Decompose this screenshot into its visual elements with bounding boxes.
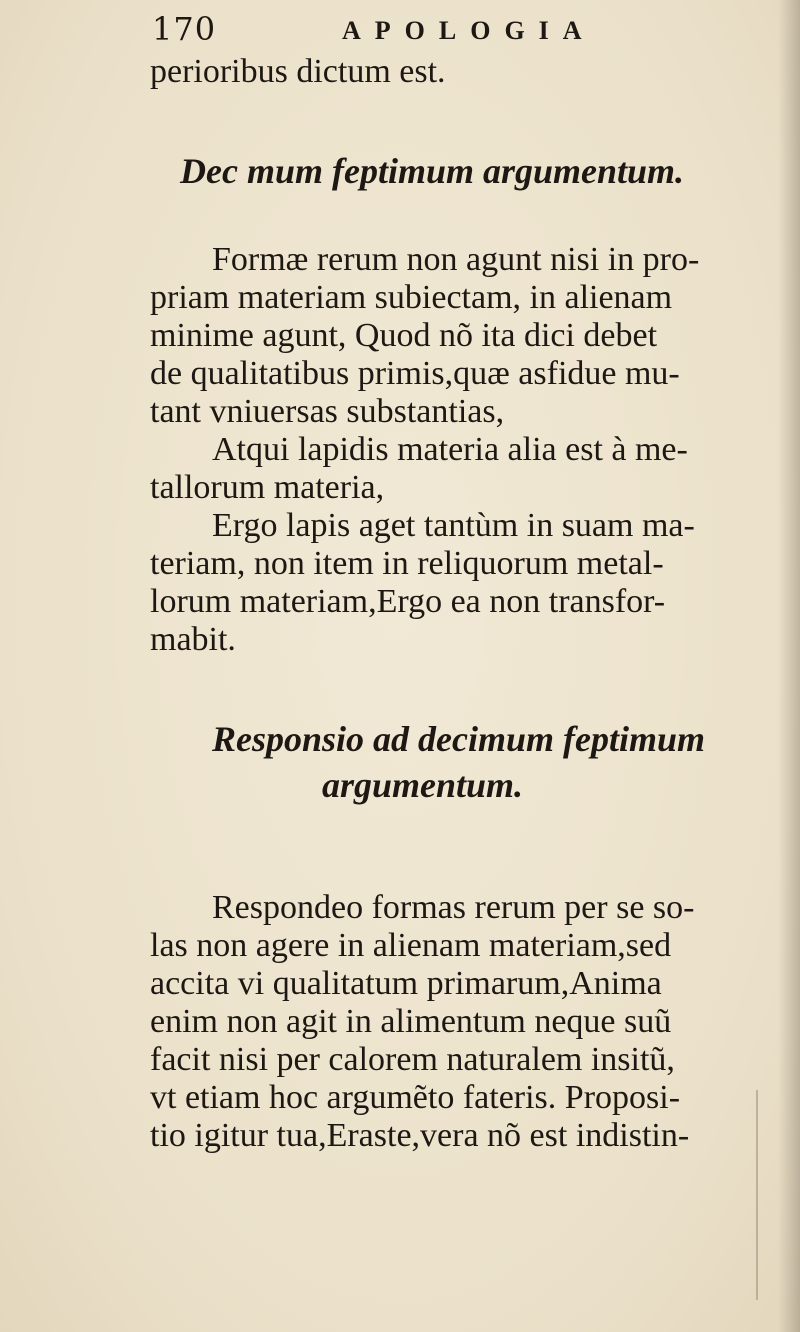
text-line: Formæ rerum non agunt nisi in pro- [212, 241, 700, 278]
section-heading-2-line-1: Responsio ad decimum feptimum [212, 719, 706, 759]
page-header [152, 10, 672, 56]
text-line: Ergo lapis aget tantùm in suam ma- [212, 507, 695, 544]
text-line: de qualitatibus primis,quæ asfidue mu- [150, 355, 680, 392]
text-line: Atqui lapidis materia alia est à me- [212, 431, 688, 468]
text-line: lorum materiam,Ergo ea non transfor- [150, 583, 666, 620]
text-line: facit nisi per calorem naturalem insitũ, [150, 1041, 675, 1078]
text-line: perioribus dictum est. [150, 53, 446, 90]
text-line: las non agere in alienam materiam,sed [150, 927, 672, 964]
text-line: enim non agit in alimentum neque suũ [150, 1003, 672, 1040]
text-line: vt etiam hoc argumẽto fateris. Proposi- [150, 1079, 681, 1116]
text-line: priam materiam subiectam, in alienam [150, 279, 673, 316]
text-line: minime agunt, Quod nõ ita dici debet [150, 317, 658, 354]
text-line: tio igitur tua,Eraste,vera nõ est indistin- [150, 1117, 690, 1154]
text-line: mabit. [150, 621, 236, 658]
text-line: teriam, non item in reliquorum metal- [150, 545, 664, 582]
section-heading-1: Dec mum feptimum argumentum. [180, 151, 685, 191]
section-heading-2-line-2: argumentum. [322, 765, 524, 805]
page-number: 170 [152, 10, 217, 48]
text-line: accita vi qualitatum primarum,Anima [150, 965, 662, 1002]
running-title: APOLOGIA [342, 16, 596, 45]
text-line: tallorum materia, [150, 469, 385, 506]
margin-mark [756, 1090, 786, 1300]
text-line: tant vniuersas substantias, [150, 393, 505, 430]
text-line: Respondeo formas rerum per se so- [212, 889, 695, 926]
